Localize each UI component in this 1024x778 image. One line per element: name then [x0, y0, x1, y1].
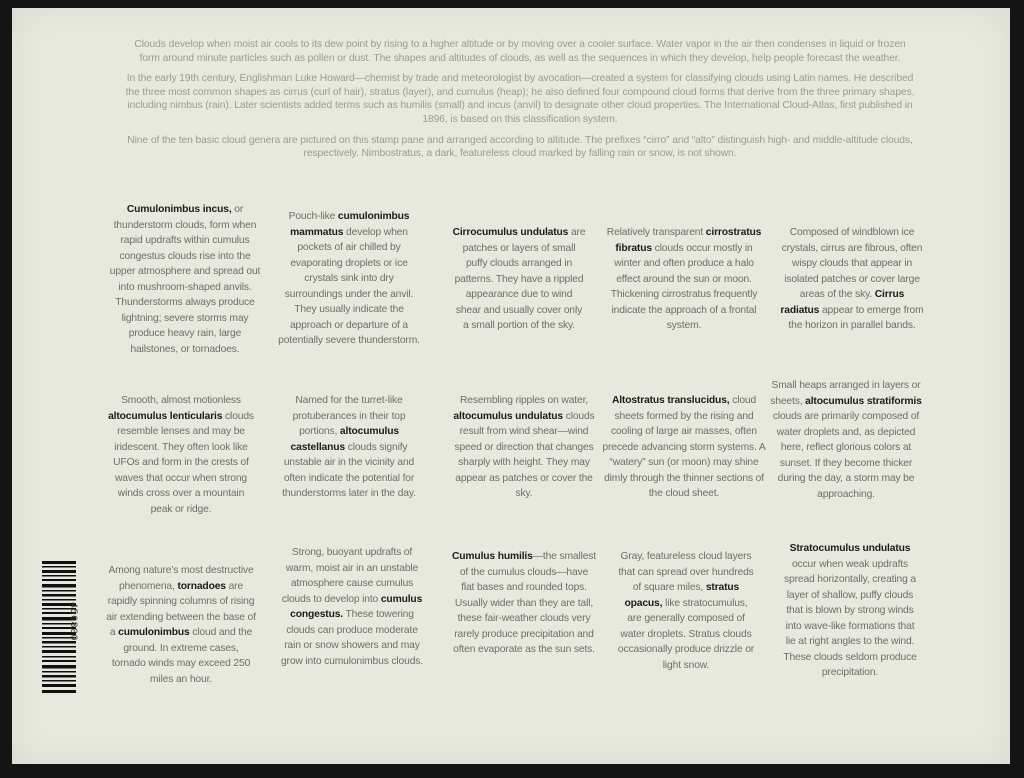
cloud-description-cumulus-humilis: Cumulus humilis—the smallest of the cumulus clouds—have flat bases and rounded tops. Usually wider than they are tall, these fair-weather clouds very rarely produce precipitation and often evaporate as the sun sets. — [452, 551, 597, 655]
cloud-description-altostratus-translucidus: Altostratus translucidus, cloud sheets formed by the rising and cooling of large air masses, often precede advancing storm systems. A “watery” sun (or moon) may shine dimly through the thinner sections of the cloud sheet. — [602, 395, 766, 499]
stamp-pane-back — [12, 8, 1010, 764]
cloud-description-altocumulus-undulatus: Resembling ripples on water, altocumulus undulatus clouds result from wind shear—wind speed or direction that changes sharply with height. They may appear as patches or cover the sky. — [453, 395, 595, 499]
cloud-description-cirrostratus-fibratus: Relatively transparent cirrostratus fibratus clouds occur mostly in winter and often produce a halo effect around the sun or moon. Thickening cirrostratus frequently indicate the approach of a frontal system. — [606, 227, 762, 331]
cloud-description-cumulonimbus-incus: Cumulonimbus incus, or thunderstorm clouds, form when rapid updrafts within cumulus congestus clouds rise into the upper atmosphere and spread out into mushroom-shaped anvils. Thunderstorms always produce lightning; severe storms may produce heavy rain, large hailstones, or tornadoes. — [109, 204, 261, 355]
cloud-description-altocumulus-stratiformis: Small heaps arranged in layers or sheets, altocumulus stratiformis clouds are primarily composed of water droplets and, as depicted here, reflect glorious colors at sunset. If they become thicker during the day, a storm may be approaching. — [770, 380, 922, 500]
cloud-description-cirrocumulus-undulatus: Cirrocumulus undulatus are patches or layers of small puffy clouds arranged in patterns. They have a rippled appearance due to wind shear and usually cover only a small portion of the sky. — [452, 227, 586, 331]
intro-paragraph-3: Nine of the ten basic cloud genera are pictured on this stamp pane and arranged according to altitude. The prefixes “cirro” and “alto” distinguish high- and middle-altitude clouds, respectively. Nimbostratus, a dark, featureless cloud marked by falling rain or snow, is not shown. — [127, 134, 913, 160]
cloud-descriptions-grid — [12, 8, 1010, 764]
intro-paragraph-1: Clouds develop when moist air cools to its dew point by rising to a higher altitude or by moving over a cooler surface. Water vapor in the air then condenses in liquid or frozen form around minute particles such as pollen or dust. The shapes and altitudes of clouds, as well as the sequences in which they develop, help people forecast the weather. — [134, 39, 906, 64]
cloud-description-cirrus-radiatus: Composed of windblown ice crystals, cirrus are fibrous, often wispy clouds that appear in isolated patches or cover large areas of the sky. Cirrus radiatus appear to emerge from the horizon in parallel bands. — [780, 227, 924, 331]
cloud-description-stratus-opacus: Gray, featureless cloud layers that can spread over hundreds of square miles, stratus opacus, like stratocumulus, are generally composed of water droplets. Stratus clouds occasionally produce drizzle or light snow. — [617, 551, 755, 671]
barcode-number: 456800 — [67, 602, 78, 642]
cloud-description-stratocumulus-undulatus: Stratocumulus undulatus occur when weak updrafts spread horizontally, creating a layer of shallow, puffy clouds that is blown by strong winds into wave-like formations that lie at right angles to the wind. These clouds seldom produce precipitation. — [783, 543, 917, 678]
cloud-description-altocumulus-lenticularis: Smooth, almost motionless altocumulus lenticularis clouds resemble lenses and may be iridescent. They often look like UFOs and form in the crests of waves that occur when strong winds cross over a mountain peak or ridge. — [108, 395, 254, 515]
cloud-description-tornadoes: Among nature’s most destructive phenomena, tornadoes are rapidly spinning columns of rising air extending between the base of a cumulonimbus cloud and the ground. In extreme cases, tornado winds may exceed 250 miles an hour. — [106, 565, 256, 685]
cloud-description-cumulus-congestus: Strong, buoyant updrafts of warm, moist air in an unstable atmosphere cause cumulus clouds to develop into cumulus congestus. These towering clouds can produce moderate rain or snow showers and may grow into cumulonimbus clouds. — [280, 547, 423, 667]
intro-paragraph-2: In the early 19th century, Englishman Luke Howard—chemist by trade and meteorologist by avocation—created a system for classifying clouds using Latin names. He described the three most common shapes as cirrus (curl of hair), stratus (layer), and cumulus (heap); he also defined four compound cloud forms that derive from the three primary shapes, including nimbus (rain). Later scientists added terms such as humilis (small) and incus (anvil) to designate other cloud properties. The International Cloud-Atlas, first published in 1896, is based on this classification system. — [125, 73, 915, 125]
cloud-description-cumulonimbus-mammatus: Pouch-like cumulonimbus mammatus develop when pockets of air chilled by evaporating droplets or ice crystals sink into dry surroundings under the anvil. They usually indicate the approach or departure of a potentially severe thunderstorm. — [278, 211, 420, 346]
cloud-description-altocumulus-castellanus: Named for the turret-like protuberances in their top portions, altocumulus castellanus clouds signify unstable air in the vicinity and often indicate the potential for thunderstorms later in the day. — [282, 395, 416, 499]
